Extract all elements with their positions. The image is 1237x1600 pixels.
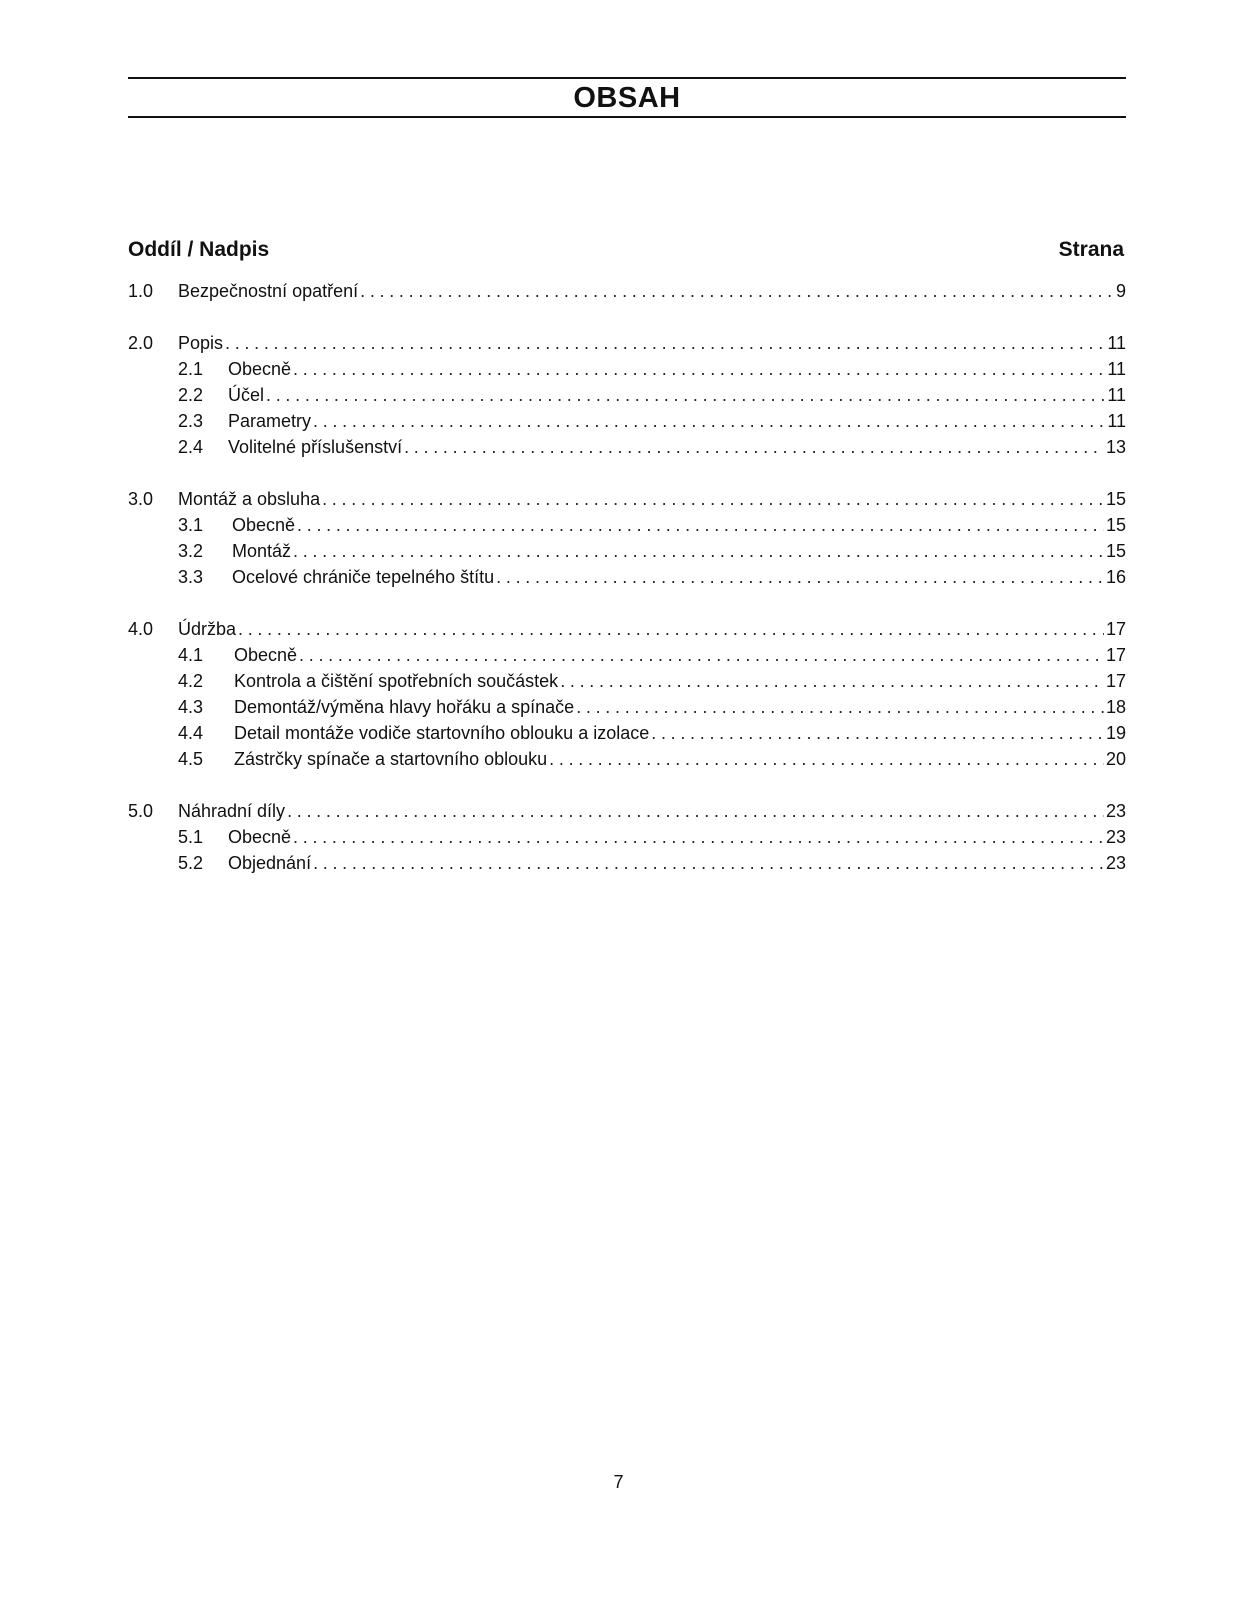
- dot-leader: [293, 824, 1104, 850]
- toc-subentry-page: 19: [1105, 723, 1126, 743]
- toc-entry-number: 5.0: [128, 801, 154, 821]
- toc-subentry-page: 18: [1105, 697, 1126, 717]
- toc-entry-page: 15: [1105, 489, 1126, 509]
- toc-subentry-number: 4.3: [178, 697, 204, 717]
- toc-entry[interactable]: [128, 330, 1126, 356]
- toc-subentry-number: 4.2: [178, 671, 204, 691]
- toc-subentry[interactable]: [128, 356, 1126, 382]
- toc-entry-number: 3.0: [128, 489, 154, 509]
- toc-subentry[interactable]: [128, 382, 1126, 408]
- toc-entry-title: Bezpečnostní opatření: [178, 281, 359, 301]
- toc-entry-title: Montáž a obsluha: [178, 489, 321, 509]
- dot-leader: [322, 486, 1104, 512]
- toc-entry-title: Popis: [178, 333, 224, 353]
- toc-subentry[interactable]: [128, 434, 1126, 460]
- toc-subentry[interactable]: [128, 564, 1126, 590]
- toc-subentry-title: Volitelné příslušenství: [228, 437, 403, 457]
- toc-subentry-number: 2.2: [178, 385, 204, 405]
- toc-section-group: [128, 278, 1126, 304]
- toc-subentry-title: Detail montáže vodiče startovního oblouku a izolace: [234, 723, 650, 743]
- toc-subentry-number: 5.2: [178, 853, 204, 873]
- toc-subentry-title: Účel: [228, 385, 265, 405]
- toc-subentry-title: Obecně: [228, 827, 292, 847]
- toc-entry-page: 11: [1107, 333, 1126, 353]
- toc-subentry-page: 23: [1105, 853, 1126, 873]
- toc-subentry[interactable]: [128, 720, 1126, 746]
- toc-subentry-page: 13: [1105, 437, 1126, 457]
- toc-subentry-number: 5.1: [178, 827, 204, 847]
- toc-subentry[interactable]: [128, 538, 1126, 564]
- dot-leader: [549, 746, 1104, 772]
- dot-leader: [238, 616, 1104, 642]
- toc-subentry-page: 11: [1107, 411, 1126, 431]
- toc-subentry-title: Parametry: [228, 411, 312, 431]
- dot-leader: [576, 694, 1104, 720]
- toc-header-page-label: Strana: [1058, 238, 1124, 261]
- toc-section-group: [128, 486, 1126, 590]
- toc-subentry-page: 15: [1105, 541, 1126, 561]
- toc-subentry-page: 17: [1105, 645, 1126, 665]
- toc-subentry-page: 16: [1105, 567, 1126, 587]
- dot-leader: [293, 538, 1104, 564]
- toc-subentry[interactable]: [128, 824, 1126, 850]
- toc-subentry-title: Obecně: [232, 515, 296, 535]
- toc-subentry-number: 3.1: [178, 515, 204, 535]
- toc-entry[interactable]: [128, 616, 1126, 642]
- dot-leader: [297, 512, 1104, 538]
- toc-subentry[interactable]: [128, 850, 1126, 876]
- toc-header-section-label: Oddíl / Nadpis: [128, 238, 270, 261]
- toc-entry-title: Náhradní díly: [178, 801, 286, 821]
- toc-subentry-title: Obecně: [228, 359, 292, 379]
- toc-subentry[interactable]: [128, 668, 1126, 694]
- toc-entry-title: Údržba: [178, 619, 237, 639]
- toc-section-group: [128, 798, 1126, 876]
- toc-subentry-number: 3.2: [178, 541, 204, 561]
- toc-subentry-number: 4.5: [178, 749, 204, 769]
- toc-subentry-number: 2.3: [178, 411, 204, 431]
- toc-subentry[interactable]: [128, 694, 1126, 720]
- dot-leader: [293, 356, 1105, 382]
- toc-subentry-title: Objednání: [228, 853, 312, 873]
- toc-header: [128, 238, 1124, 262]
- table-of-contents: [128, 278, 1126, 902]
- toc-entry-number: 4.0: [128, 619, 154, 639]
- toc-subentry-title: Kontrola a čištění spotřebních součástek: [234, 671, 559, 691]
- toc-subentry[interactable]: [128, 642, 1126, 668]
- toc-entry[interactable]: [128, 798, 1126, 824]
- toc-subentry-number: 2.4: [178, 437, 204, 457]
- dot-leader: [651, 720, 1104, 746]
- toc-entry-number: 1.0: [128, 281, 154, 301]
- toc-subentry[interactable]: [128, 408, 1126, 434]
- toc-subentry-page: 17: [1105, 671, 1126, 691]
- toc-subentry-page: 11: [1107, 385, 1126, 405]
- toc-subentry-number: 4.1: [178, 645, 204, 665]
- dot-leader: [313, 850, 1104, 876]
- dot-leader: [496, 564, 1104, 590]
- dot-leader: [225, 330, 1105, 356]
- toc-subentry[interactable]: [128, 746, 1126, 772]
- toc-subentry-number: 4.4: [178, 723, 204, 743]
- toc-subentry-number: 3.3: [178, 567, 204, 587]
- page-title: OBSAH: [573, 82, 681, 114]
- toc-subentry-page: 20: [1105, 749, 1126, 769]
- toc-section-group: [128, 330, 1126, 460]
- toc-subentry-title: Demontáž/výměna hlavy hořáku a spínače: [234, 697, 575, 717]
- page-number: 7: [613, 1472, 624, 1492]
- toc-subentry-number: 2.1: [178, 359, 204, 379]
- toc-entry[interactable]: [128, 278, 1126, 304]
- toc-entry[interactable]: [128, 486, 1126, 512]
- dot-leader: [313, 408, 1105, 434]
- toc-subentry[interactable]: [128, 512, 1126, 538]
- dot-leader: [404, 434, 1104, 460]
- dot-leader: [299, 642, 1104, 668]
- title-block: [128, 77, 1126, 118]
- toc-subentry-title: Obecně: [234, 645, 298, 665]
- toc-subentry-title: Montáž: [232, 541, 292, 561]
- dot-leader: [287, 798, 1104, 824]
- dot-leader: [266, 382, 1105, 408]
- toc-entry-page: 17: [1105, 619, 1126, 639]
- toc-subentry-page: 11: [1107, 359, 1126, 379]
- toc-entry-page: 23: [1105, 801, 1126, 821]
- toc-entry-page: 9: [1115, 281, 1126, 301]
- toc-subentry-title: Zástrčky spínače a startovního oblouku: [234, 749, 548, 769]
- toc-subentry-page: 15: [1105, 515, 1126, 535]
- toc-section-group: [128, 616, 1126, 772]
- toc-entry-number: 2.0: [128, 333, 154, 353]
- dot-leader: [560, 668, 1104, 694]
- toc-subentry-title: Ocelové chrániče tepelného štítu: [232, 567, 495, 587]
- dot-leader: [360, 278, 1114, 304]
- toc-subentry-page: 23: [1105, 827, 1126, 847]
